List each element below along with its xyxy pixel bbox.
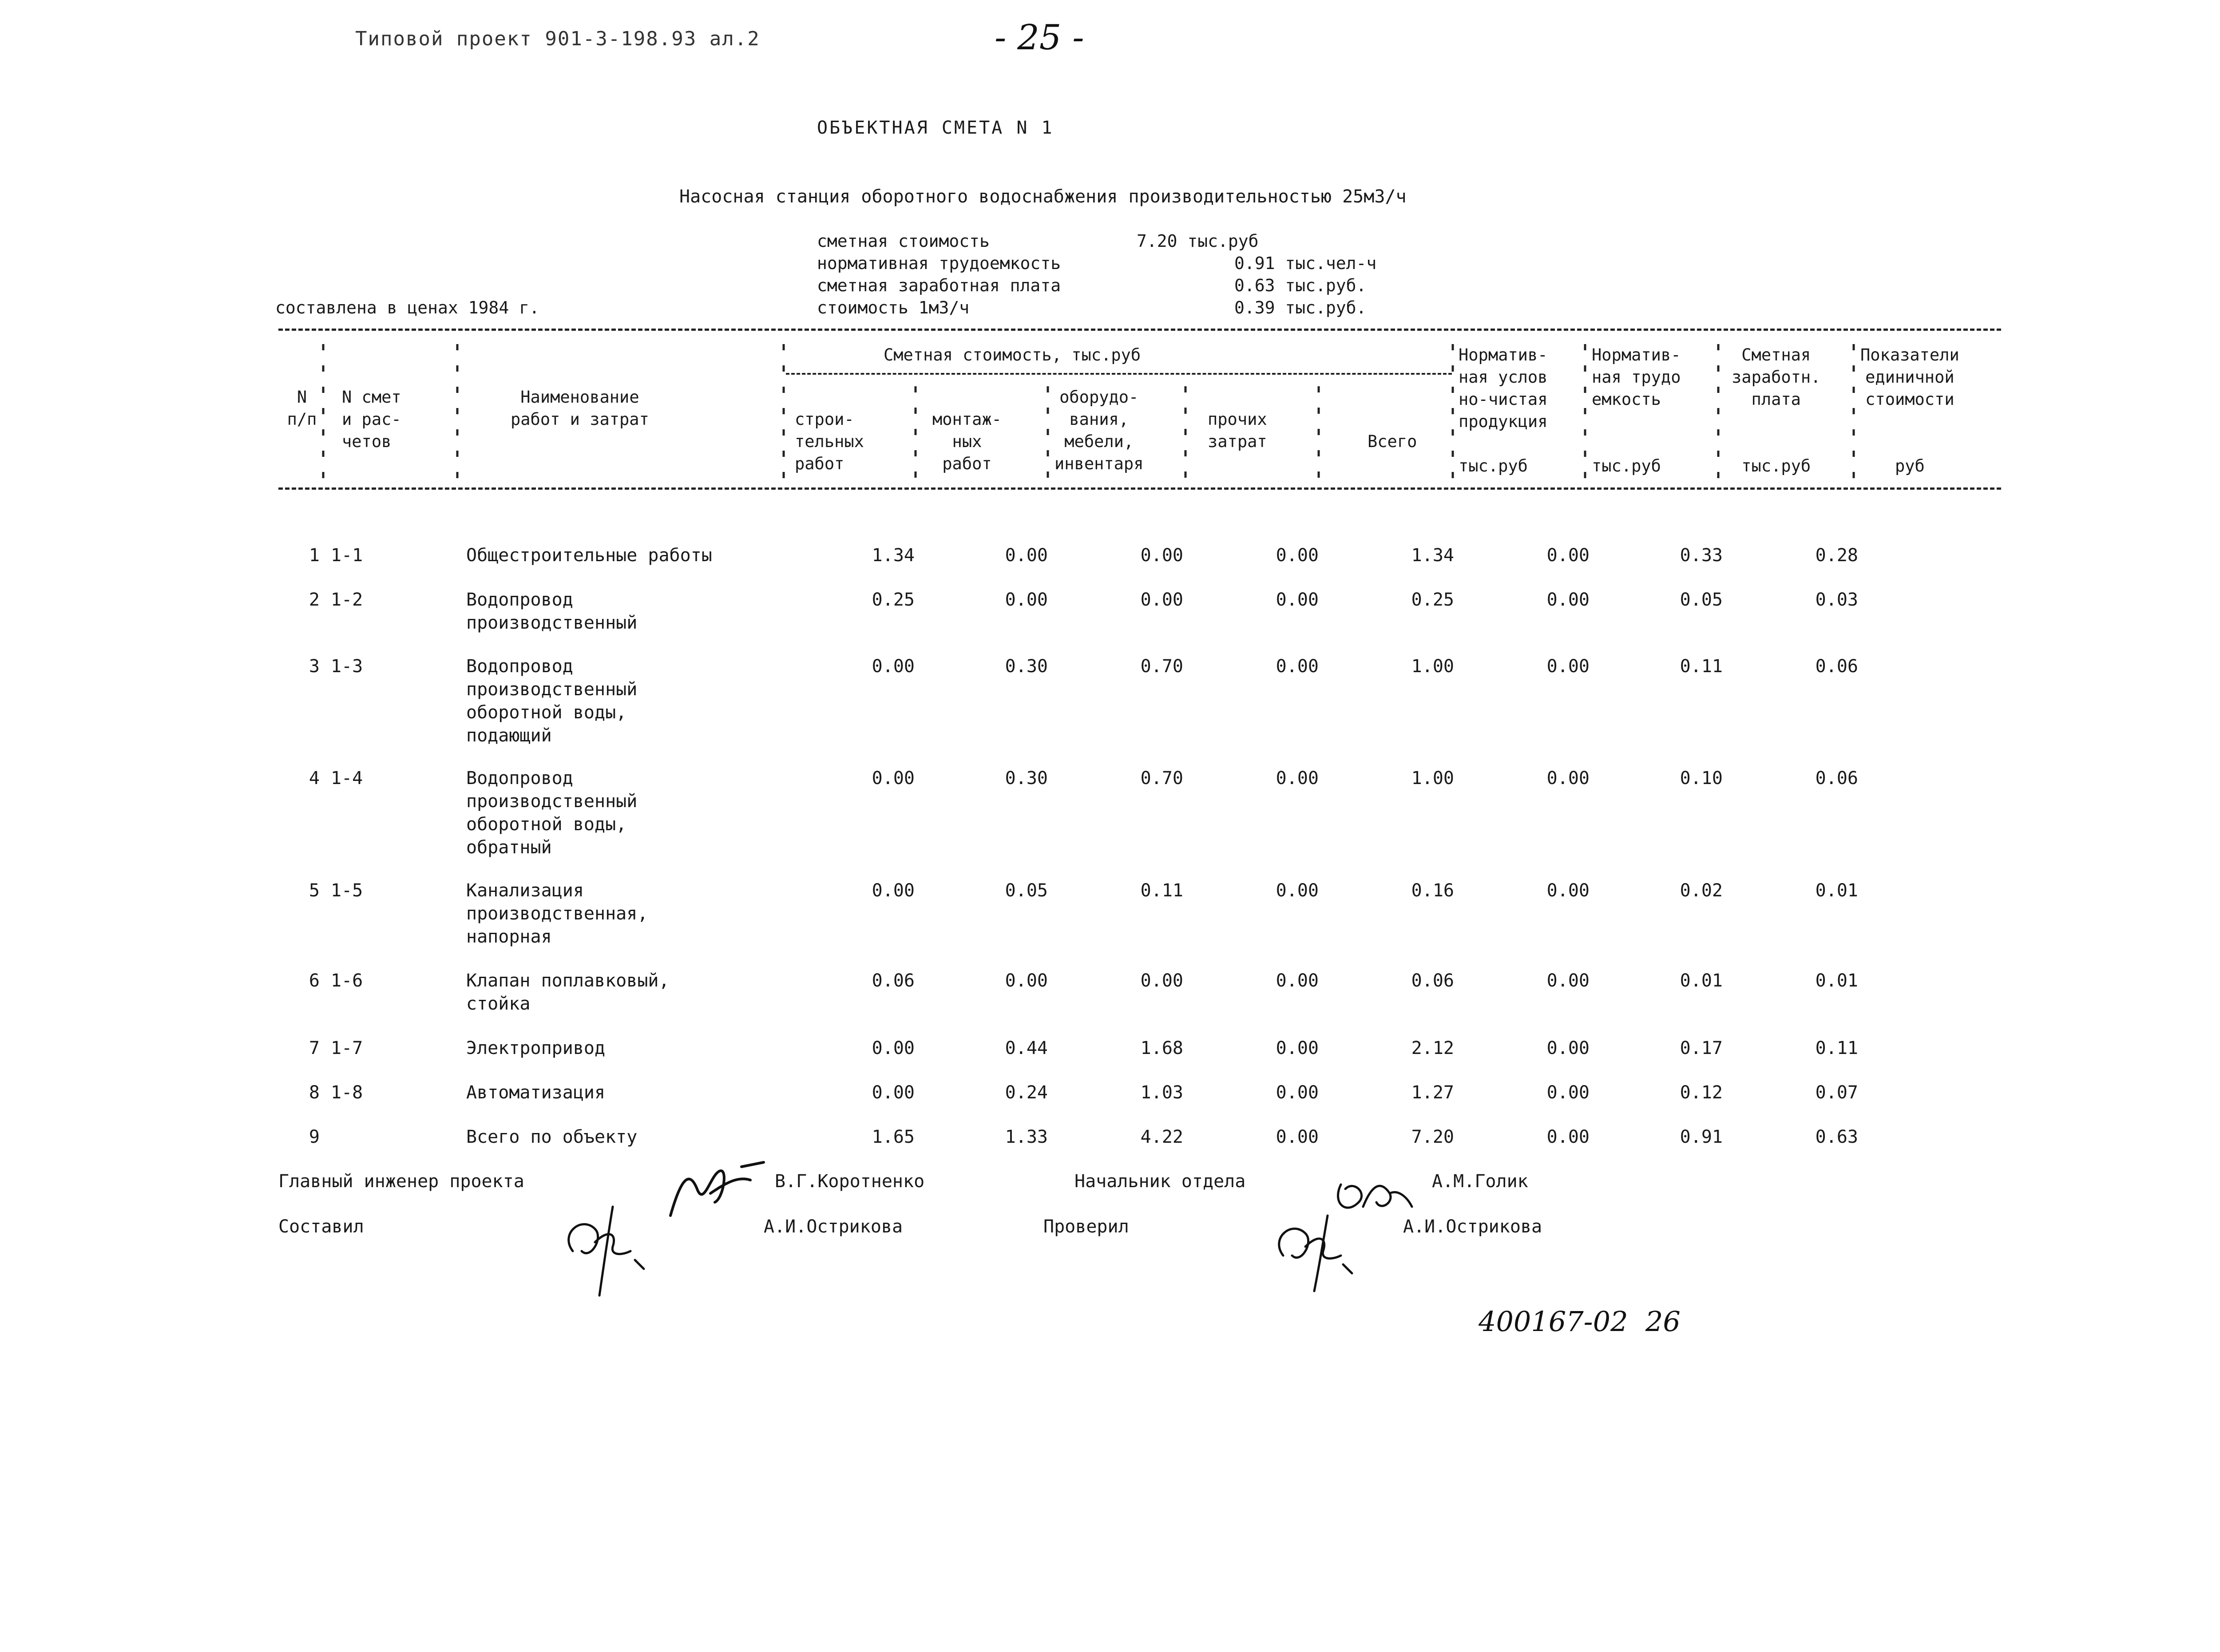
cell-installation: 1.33 xyxy=(1005,1127,1048,1147)
cell-net-output: 0.00 xyxy=(1546,1127,1590,1147)
summary-label-labor: нормативная трудоемкость xyxy=(817,254,1061,273)
cell-equipment: 0.00 xyxy=(1140,545,1183,566)
cell-total: 0.25 xyxy=(1411,590,1454,610)
project-reference: Типовой проект 901-3-198.93 ал.2 xyxy=(355,28,760,50)
cell-equipment: 1.68 xyxy=(1140,1038,1183,1058)
cell-installation: 0.30 xyxy=(1005,768,1048,788)
cell-work-name: Водопровод производственный оборотной воды, обратный xyxy=(466,768,638,858)
cell-construction: 0.00 xyxy=(872,880,915,901)
cell-equipment: 0.00 xyxy=(1140,590,1183,610)
chief-engineer-name: В.Г.Коротненко xyxy=(775,1171,925,1192)
page-title: ОБЪЕКТНАЯ СМЕТА N 1 xyxy=(817,118,1054,138)
cell-installation: 0.00 xyxy=(1005,545,1048,566)
cell-estimate-code: 1-8 xyxy=(331,1082,363,1103)
summary-label-unit-cost: стоимость 1м3/ч xyxy=(817,298,970,317)
cell-equipment: 0.00 xyxy=(1140,971,1183,991)
cell-total: 1.34 xyxy=(1411,545,1454,566)
cell-other: 0.00 xyxy=(1276,768,1319,788)
cell-wage: 0.01 xyxy=(1815,880,1858,901)
cell-construction: 0.00 xyxy=(872,768,915,788)
cell-installation: 0.00 xyxy=(1005,971,1048,991)
cell-wage: 0.63 xyxy=(1815,1127,1858,1147)
cell-work-name: Электропривод xyxy=(466,1038,606,1058)
cell-construction: 1.34 xyxy=(872,545,915,566)
cell-other: 0.00 xyxy=(1276,590,1319,610)
th-equipment: оборудо- вания, мебели, инвентаря xyxy=(1054,388,1144,473)
cell-installation: 0.00 xyxy=(1005,590,1048,610)
cell-net-output: 0.00 xyxy=(1546,590,1590,610)
th-net-output: Норматив- ная услов но-чистая продукция тыс.руб xyxy=(1459,345,1548,475)
cell-construction: 0.06 xyxy=(872,971,915,991)
cell-row-number: 5 xyxy=(309,880,320,901)
th-work-name: Наименование работ и затрат xyxy=(511,388,649,429)
prices-note: составлена в ценах 1984 г. xyxy=(275,298,539,317)
th-total: Всего xyxy=(1368,432,1417,451)
cell-estimate-code: 1-5 xyxy=(331,880,363,901)
cell-other: 0.00 xyxy=(1276,880,1319,901)
cell-row-number: 6 xyxy=(309,971,320,991)
th-unit-indicators: Показатели единичной стоимости руб xyxy=(1860,345,1959,475)
cell-other: 0.00 xyxy=(1276,1127,1319,1147)
page-subtitle: Насосная станция оборотного водоснабжения производительностью 25м3/ч xyxy=(679,186,1407,207)
cell-net-output: 0.00 xyxy=(1546,880,1590,901)
cell-labor: 0.91 xyxy=(1680,1127,1723,1147)
cell-row-number: 7 xyxy=(309,1038,320,1058)
signature-checked xyxy=(1265,1190,1368,1304)
cell-estimate-code: 1-6 xyxy=(331,971,363,991)
cell-equipment: 0.70 xyxy=(1140,656,1183,677)
th-labor: Норматив- ная трудо емкость тыс.руб xyxy=(1592,345,1681,475)
cell-total: 0.16 xyxy=(1411,880,1454,901)
cell-construction: 0.00 xyxy=(872,1038,915,1058)
cell-estimate-code: 1-3 xyxy=(331,656,363,677)
cell-installation: 0.44 xyxy=(1005,1038,1048,1058)
cell-wage: 0.03 xyxy=(1815,590,1858,610)
cell-row-number: 2 xyxy=(309,590,320,610)
cell-labor: 0.10 xyxy=(1680,768,1723,788)
header-rule-bottom xyxy=(278,487,2001,490)
cell-total: 1.00 xyxy=(1411,656,1454,677)
checked-label: Проверил xyxy=(1043,1216,1129,1237)
cell-work-name: Всего по объекту xyxy=(466,1127,638,1147)
cell-row-number: 1 xyxy=(309,545,320,566)
cell-work-name: Водопровод производственный оборотной воды, подающий xyxy=(466,656,638,746)
th-cost-group: Сметная стоимость, тыс.руб xyxy=(884,345,1141,364)
summary-label-wage: сметная заработная плата xyxy=(817,276,1061,295)
dept-head-label: Начальник отдела xyxy=(1074,1171,1246,1192)
cell-installation: 0.30 xyxy=(1005,656,1048,677)
cell-estimate-code: 1-2 xyxy=(331,590,363,610)
cell-other: 0.00 xyxy=(1276,1038,1319,1058)
cell-other: 0.00 xyxy=(1276,971,1319,991)
summary-label-cost: сметная стоимость xyxy=(817,231,990,251)
cell-labor: 0.02 xyxy=(1680,880,1723,901)
cell-net-output: 0.00 xyxy=(1546,1038,1590,1058)
cell-construction: 1.65 xyxy=(872,1127,915,1147)
cell-work-name: Клапан поплавковый, стойка xyxy=(466,971,670,1014)
summary-value-cost: 7.20 тыс.руб xyxy=(1137,231,1259,251)
cell-work-name: Автоматизация xyxy=(466,1082,606,1103)
th-construction: строи- тельных работ xyxy=(795,410,864,473)
chief-engineer-label: Главный инженер проекта xyxy=(278,1171,524,1192)
cell-other: 0.00 xyxy=(1276,656,1319,677)
cell-labor: 0.12 xyxy=(1680,1082,1723,1103)
cell-labor: 0.01 xyxy=(1680,971,1723,991)
cell-work-name: Общестроительные работы xyxy=(466,545,712,566)
cell-row-number: 4 xyxy=(309,768,320,788)
summary-value-wage: 0.63 тыс.руб. xyxy=(1234,276,1367,295)
th-other: прочих затрат xyxy=(1208,410,1267,451)
cell-labor: 0.33 xyxy=(1680,545,1723,566)
cell-installation: 0.05 xyxy=(1005,880,1048,901)
cell-other: 0.00 xyxy=(1276,545,1319,566)
cell-wage: 0.06 xyxy=(1815,768,1858,788)
cell-wage: 0.11 xyxy=(1815,1038,1858,1058)
cell-wage: 0.07 xyxy=(1815,1082,1858,1103)
cell-work-name: Канализация производственная, напорная xyxy=(466,880,648,947)
cell-wage: 0.06 xyxy=(1815,656,1858,677)
cell-equipment: 1.03 xyxy=(1140,1082,1183,1103)
th-wage: Сметная заработн. плата тыс.руб xyxy=(1732,345,1821,475)
cell-net-output: 0.00 xyxy=(1546,656,1590,677)
cell-installation: 0.24 xyxy=(1005,1082,1048,1103)
cell-other: 0.00 xyxy=(1276,1082,1319,1103)
archive-stamp-number: 400167-02 26 xyxy=(1479,1305,1681,1338)
cell-estimate-code: 1-4 xyxy=(331,768,363,788)
th-row-number: N п/п xyxy=(287,388,317,429)
cell-net-output: 0.00 xyxy=(1546,1082,1590,1103)
cell-total: 2.12 xyxy=(1411,1038,1454,1058)
th-installation: монтаж- ных работ xyxy=(932,410,1002,473)
cell-total: 1.00 xyxy=(1411,768,1454,788)
summary-value-labor: 0.91 тыс.чел-ч xyxy=(1234,254,1377,273)
cell-row-number: 8 xyxy=(309,1082,320,1103)
cell-row-number: 3 xyxy=(309,656,320,677)
cell-wage: 0.28 xyxy=(1815,545,1858,566)
cell-row-number: 9 xyxy=(309,1127,320,1147)
cell-labor: 0.11 xyxy=(1680,656,1723,677)
cell-total: 1.27 xyxy=(1411,1082,1454,1103)
cell-equipment: 4.22 xyxy=(1140,1127,1183,1147)
cell-labor: 0.05 xyxy=(1680,590,1723,610)
compiled-label: Составил xyxy=(278,1216,364,1237)
cell-estimate-code: 1-1 xyxy=(331,545,363,566)
summary-value-unit-cost: 0.39 тыс.руб. xyxy=(1234,298,1367,317)
signature-compiled xyxy=(555,1181,657,1308)
cell-total: 7.20 xyxy=(1411,1127,1454,1147)
cell-net-output: 0.00 xyxy=(1546,768,1590,788)
cell-net-output: 0.00 xyxy=(1546,545,1590,566)
th-estimate-number: N смет и рас- четов xyxy=(342,388,401,451)
dept-head-name: А.М.Голик xyxy=(1432,1171,1528,1192)
cell-construction: 0.00 xyxy=(872,656,915,677)
column-separators xyxy=(0,0,8,17)
compiled-name: А.И.Острикова xyxy=(764,1216,903,1237)
cell-labor: 0.17 xyxy=(1680,1038,1723,1058)
signature-chief-engineer xyxy=(662,1141,768,1237)
cell-equipment: 0.70 xyxy=(1140,768,1183,788)
cell-construction: 0.25 xyxy=(872,590,915,610)
cell-total: 0.06 xyxy=(1411,971,1454,991)
page-number: - 25 - xyxy=(995,18,1084,58)
cell-construction: 0.00 xyxy=(872,1082,915,1103)
cell-net-output: 0.00 xyxy=(1546,971,1590,991)
cell-wage: 0.01 xyxy=(1815,971,1858,991)
cell-estimate-code: 1-7 xyxy=(331,1038,363,1058)
cell-work-name: Водопровод производственный xyxy=(466,590,638,633)
checked-name: А.И.Острикова xyxy=(1403,1216,1542,1237)
cell-equipment: 0.11 xyxy=(1140,880,1183,901)
